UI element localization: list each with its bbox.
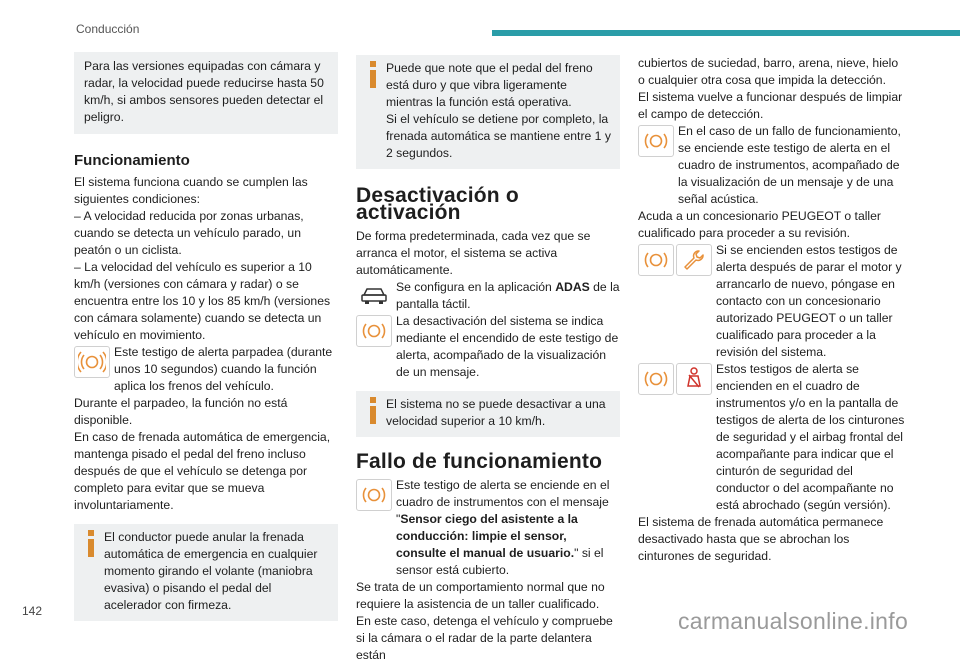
aeb-warning-icon <box>638 244 674 276</box>
watermark: carmanualsonline.info <box>678 608 909 634</box>
adas-row <box>356 279 620 313</box>
fault-text-post: " si el sensor está cubierto. <box>396 546 604 577</box>
stop-hold-text: Si el vehículo se detiene por completo, la frenada automática se mantiene entre 1 y 2 segundos. <box>386 112 611 160</box>
heading-fallo: Fallo de funcionamiento <box>356 450 603 473</box>
both-warnings-text: Si se encienden estos testigos de alerta después de parar el motor y arrancarlo de nuevo, póngase en contacto con un concesionario autorizado PEUGEOT o un taller cualificado para proceder a la revisión del sistema. <box>716 243 902 359</box>
condition-2: – La velocidad del vehículo es superior a 10 km/h (versiones con cámara y radar) o se encuentra entre los 10 y los 85 km/h (versiones con cámara solamente) cuando se detecta un vehículo en movimiento. <box>74 260 331 342</box>
fault-row <box>356 477 620 579</box>
wrench-icon <box>676 244 712 276</box>
blink-unavailable-text: Durante el parpadeo, la función no está disponible. <box>74 396 288 427</box>
info-override-text: El conductor puede anular la frenada automática de emergencia en cualquier momento girando el volante (maniobra evasiva) o pisando el pedal del acelerador con firmeza. <box>104 530 318 612</box>
aeb-off-warning-icon <box>356 315 392 347</box>
warning-row <box>74 344 338 395</box>
fault-text-pre: Este testigo de alerta se enciende en el cuadro de instrumentos con el mensaje " <box>396 478 610 526</box>
column-3 <box>638 55 906 565</box>
check-sensors-text: En este caso, detenga el vehículo y compruebe si la cámara o el radar de la parte delantera están <box>356 614 613 662</box>
aeb-fault-warning-icon <box>356 479 392 511</box>
heading-desactivacion: Desactivación o activación <box>356 184 519 224</box>
seatbelt-row <box>638 361 906 514</box>
adas-text-pre: Se configura en la aplicación <box>396 280 556 294</box>
deactivation-text: La desactivación del sistema se indica mediante el encendido de este testigo de alerta, acompañado de la visualización de un mensaje. <box>396 314 619 379</box>
page-number: 142 <box>22 604 43 618</box>
fault-message-text <box>396 477 620 579</box>
obstruction-text: cubiertos de suciedad, barro, arena, nieve, hielo o cualquier otra cosa que impida la detección. <box>638 56 899 87</box>
warning-blink-text: Este testigo de alerta parpadea (durante unos 10 segundos) cuando la función aplica los frenos del vehículo. <box>114 345 333 393</box>
info-icon <box>366 397 382 425</box>
malfunction-row <box>638 123 906 208</box>
conditions-intro: El sistema funciona cuando se cumplen las siguientes condiciones: <box>74 175 308 206</box>
deactivation-row <box>356 313 620 381</box>
adas-text-post: de la pantalla táctil. <box>396 280 620 311</box>
aeb-warning-icon <box>638 363 674 395</box>
adas-text <box>396 279 620 313</box>
speed-limit-text: El sistema no se puede desactivar a una velocidad superior a 10 km/h. <box>386 397 606 428</box>
aeb-warning-icon <box>74 346 110 378</box>
note-box <box>74 52 338 134</box>
info-box-override <box>74 524 338 621</box>
heading-funcionamiento: Funcionamiento <box>74 152 190 169</box>
info-box-pedal <box>356 55 620 169</box>
normal-behaviour-text: Se trata de un comportamiento normal que no requiere la asistencia de un taller cualificado. <box>356 580 605 611</box>
default-activation-text: De forma predeterminada, cada vez que se arranca el motor, el sistema se activa automáticamente. <box>356 229 591 277</box>
resume-text: El sistema vuelve a funcionar después de limpiar el campo de detección. <box>638 90 903 121</box>
seatbelt-text: Estos testigos de alerta se encienden en el cuadro de instrumentos y/o en la pantalla de testigos de alerta de los cinturones de seguridad y el airbag frontal del acompañante para indicar que el cinturón de seguridad del conductor o del acompañante no está abrochado (según versión). <box>716 362 905 512</box>
chapter-title: Conducción <box>76 22 140 36</box>
column-1 <box>74 52 338 621</box>
seatbelt-icon <box>676 363 712 395</box>
condition-1: – A velocidad reducida por zonas urbanas, cuando se detecta un vehículo parado, un peatón o un ciclista. <box>74 209 304 257</box>
info-icon <box>366 61 382 89</box>
info-icon <box>84 530 100 558</box>
info-box-speed <box>356 391 620 437</box>
car-icon <box>356 281 390 311</box>
both-warnings-row <box>638 242 906 361</box>
disabled-until-belted-text: El sistema de frenada automática permanece desactivado hasta que se abrochan los cinturones de seguridad. <box>638 515 884 563</box>
aeb-malfunction-warning-icon <box>638 125 674 157</box>
dealer-text: Acuda a un concesionario PEUGEOT o taller cualificado para proceder a su revisión. <box>638 209 881 240</box>
emergency-text: En caso de frenada automática de emergencia, mantenga pisado el pedal del freno incluso después de que el vehículo se detenga por completo para evitar que se mueva involuntariamente. <box>74 430 331 512</box>
fault-message-bold: Sensor ciego del asistente a la conducción: limpie el sensor, consulte el manual de usuario. <box>396 512 578 560</box>
header-accent-bar <box>492 30 960 36</box>
adas-app-name: ADAS <box>555 280 590 294</box>
pedal-text: Puede que note que el pedal del freno está duro y que vibra ligeramente mientras la función está operativa. <box>386 61 593 109</box>
malfunction-text: En el caso de un fallo de funcionamiento, se enciende este testigo de alerta en el cuadro de instrumentos, acompañado de la visualización de un mensaje y de una señal acústica. <box>678 124 901 206</box>
column-2 <box>356 55 620 664</box>
note-text: Para las versiones equipadas con cámara y radar, la velocidad puede reducirse hasta 50 km/h, si ambos sensores pueden detectar el peligro. <box>84 59 324 124</box>
